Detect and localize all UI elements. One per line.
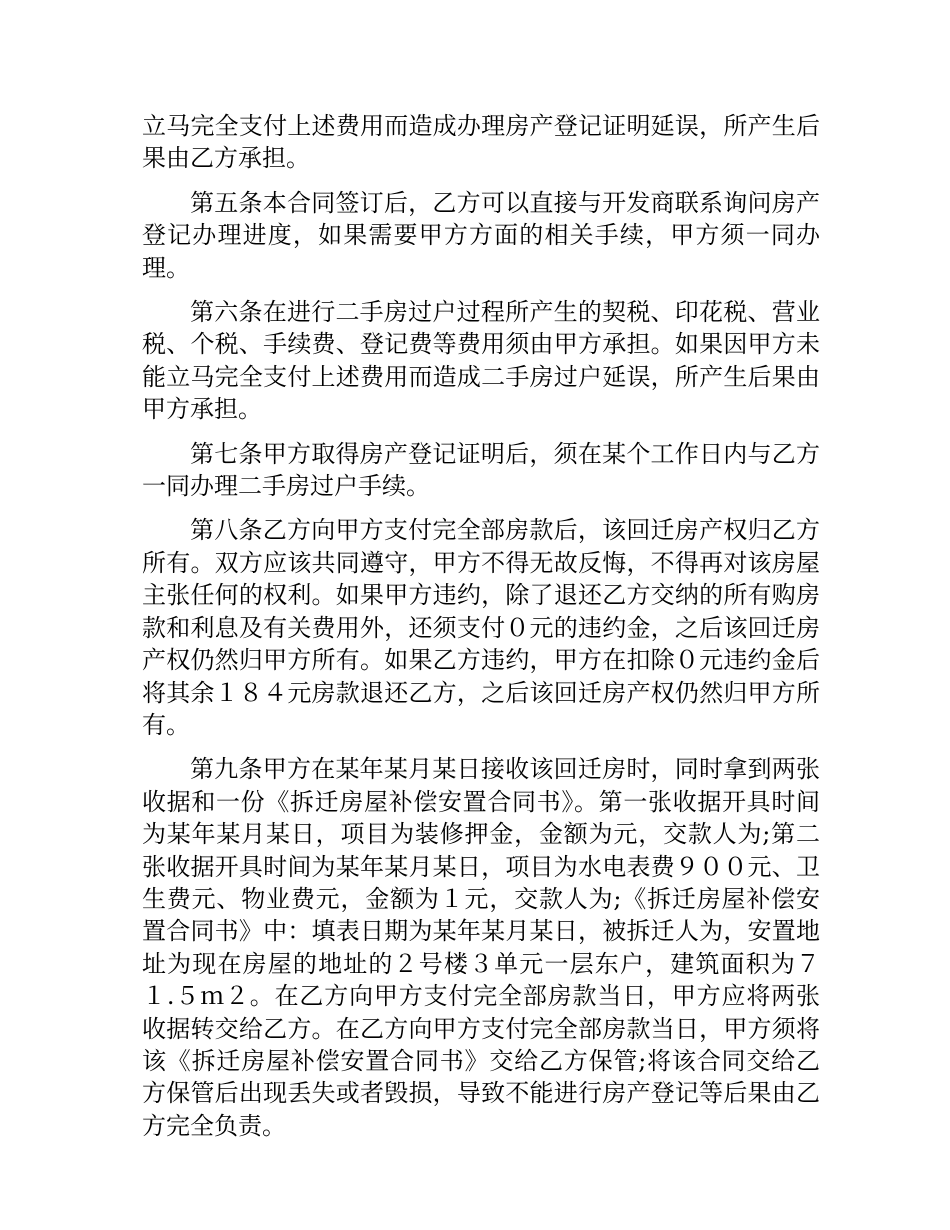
paragraph-article-7: 第七条甲方取得房产登记证明后，须在某个工作日内与乙方一同办理二手房过户手续。 xyxy=(142,439,820,501)
paragraph-article-5: 第五条本合同签订后，乙方可以直接与开发商联系询问房产登记办理进度，如果需要甲方方面的相关手续，甲方须一同办理。 xyxy=(142,188,820,282)
paragraph-article-6: 第六条在进行二手房过户过程所产生的契税、印花税、营业税、个税、手续费、登记费等费用须由甲方承担。如果因甲方未能立马完全支付上述费用而造成二手房过户延误，所产生后果由甲方承担。 xyxy=(142,298,820,424)
paragraph-article-8: 第八条乙方向甲方支付完全部房款后，该回迁房产权归乙方所有。双方应该共同遵守，甲方不得无故反悔，不得再对该房屋主张任何的权利。如果甲方违约，除了退还乙方交纳的所有购房款和利息及有关费用外，还须支付０元的违约金，之后该回迁房产权仍然归甲方所有。如果乙方违约，甲方在扣除０元违约金后将其余１８４元房款退还乙方，之后该回迁房产权仍然归甲方所有。 xyxy=(142,516,820,739)
document-page xyxy=(142,110,820,1154)
paragraph-continuation: 立马完全支付上述费用而造成办理房产登记证明延误，所产生后果由乙方承担。 xyxy=(142,112,820,173)
paragraph-article-9: 第九条甲方在某年某月某日接收该回迁房时，同时拿到两张收据和一份《拆迁房屋补偿安置合同书》。第一张收据开具时间为某年某月某日，项目为装修押金，金额为元，交款人为;第二张收据开具时间为某年某月某日，项目为水电表费９００元、卫生费元、物业费元，金额为１元，交款人为;《拆迁房屋补偿安置合同书》中：填表日期为某年某月某日，被拆迁人为，安置地址为现在房屋的地址的２号楼３单元一层东户，建筑面积为７１.５ｍ２。在乙方向甲方支付完全部房款当日，甲方应将两张收据转交给乙方。在乙方向甲方支付完全部房款当日，甲方须将该《拆迁房屋补偿安置合同书》交给乙方保管;将该合同交给乙方保管后出现丢失或者毁损，导致不能进行房产登记等后果由乙方完全负责。 xyxy=(142,755,820,1140)
